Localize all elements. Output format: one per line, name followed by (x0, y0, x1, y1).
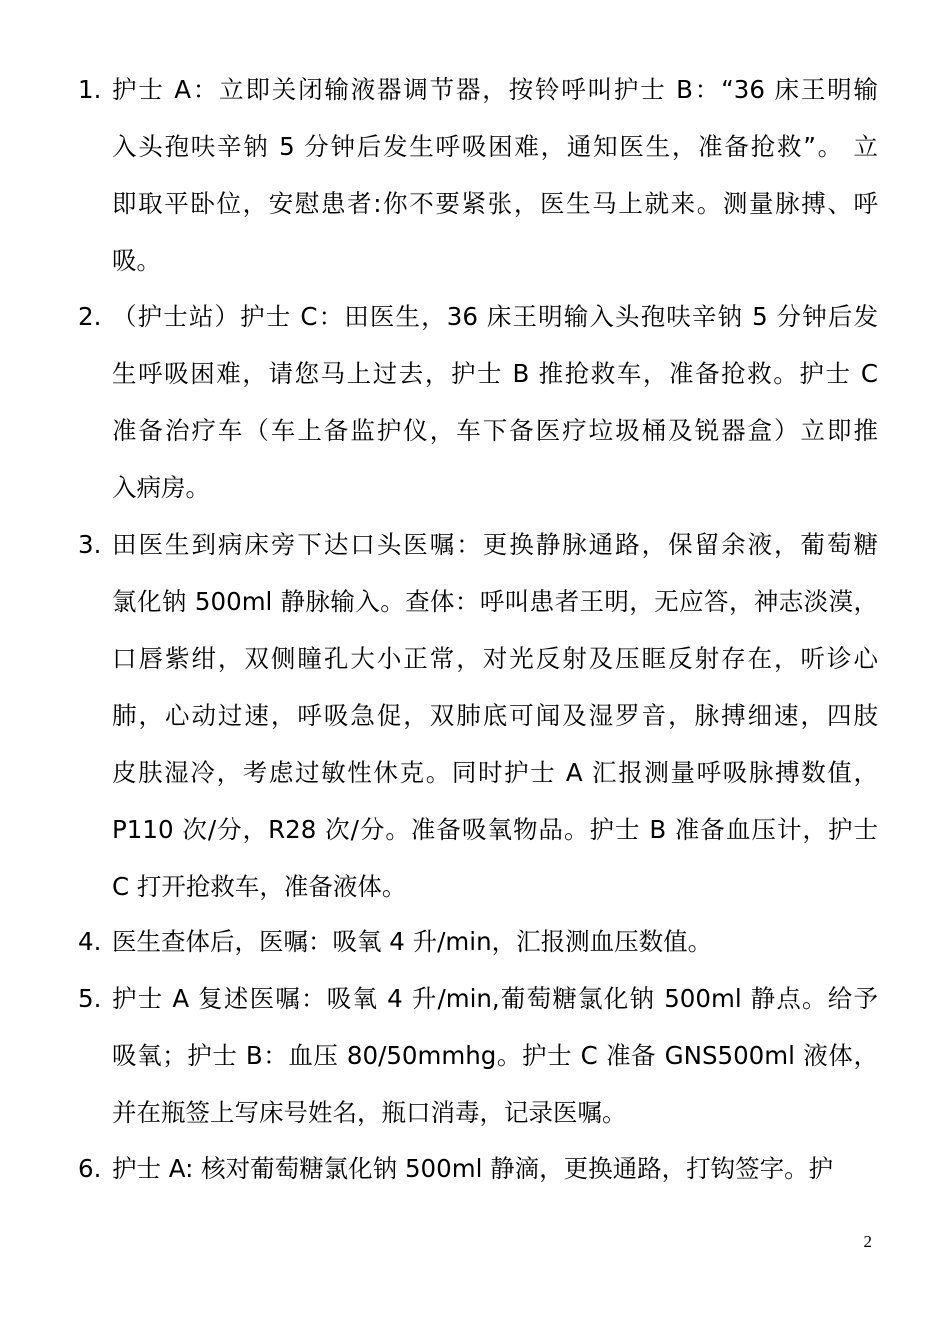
text-line: 入病房。 (112, 473, 210, 502)
list-number: 1. (78, 75, 102, 104)
list-number: 2. (78, 302, 102, 331)
page-number: 2 (863, 1232, 872, 1251)
text-line: （护士站）护士 C：田医生，36 床王明输入头孢呋辛钠 5 分钟后发 (112, 302, 878, 331)
text-line: 吸。 (112, 246, 161, 275)
text-line: P110 次/分，R28 次/分。准备吸氧物品。护士 B 准备血压计，护士 (112, 815, 878, 844)
text-line: 口唇紫绀，双侧瞳孔大小正常，对光反射及压眶反射存在，听诊心 (112, 644, 878, 673)
list-item-1 (78, 61, 878, 289)
text-line: 肺，心动过速，呼吸急促，双肺底可闻及湿罗音，脉搏细速，四肢 (112, 701, 878, 730)
text-line: 护士 A 复述医嘱：吸氧 4 升/min,葡萄糖氯化钠 500ml 静点。给予 (112, 984, 878, 1013)
text-line: 护士 A: 核对葡萄糖氯化钠 500ml 静滴，更换通路，打钩签字。护 (112, 1154, 834, 1183)
text-line: 田医生到病床旁下达口头医嘱：更换静脉通路，保留余液，葡萄糖 (112, 530, 878, 559)
list-number: 5. (78, 984, 102, 1013)
text-line: 准备治疗车（车上备监护仪，车下备医疗垃圾桶及锐器盒）立即推 (112, 416, 878, 445)
text-line: 即取平卧位，安慰患者:你不要紧张，医生马上就来。测量脉搏、呼 (112, 189, 878, 218)
list-number: 3. (78, 530, 102, 559)
text-line: 生呼吸困难，请您马上过去，护士 B 推抢救车，准备抢救。护士 C (112, 359, 878, 388)
list-number: 4. (78, 927, 102, 956)
text-line: C 打开抢救车，准备液体。 (112, 872, 407, 901)
list-item-4 (78, 913, 878, 970)
text-line: 入头孢呋辛钠 5 分钟后发生呼吸困难，通知医生，准备抢救”。 立 (112, 132, 878, 161)
text-line: 医生查体后，医嘱：吸氧 4 升/min，汇报测血压数值。 (112, 927, 713, 956)
list-item-5 (78, 970, 878, 1141)
text-line: 氯化钠 500ml 静脉输入。查体：呼叫患者王明，无应答，神志淡漠， (112, 587, 878, 616)
text-line: 护士 A：立即关闭输液器调节器，按铃呼叫护士 B：“36 床王明输 (112, 75, 878, 104)
list-item-2 (78, 288, 878, 516)
list-number: 6. (78, 1154, 102, 1183)
list-item-3 (78, 516, 878, 915)
list-item-6 (78, 1140, 878, 1197)
text-line: 吸氧；护士 B：血压 80/50mmhg。护士 C 准备 GNS500ml 液体， (112, 1041, 878, 1070)
text-line: 并在瓶签上写床号姓名，瓶口消毒，记录医嘱。 (112, 1098, 627, 1127)
text-line: 皮肤湿冷，考虑过敏性休克。同时护士 A 汇报测量呼吸脉搏数值， (112, 758, 878, 787)
